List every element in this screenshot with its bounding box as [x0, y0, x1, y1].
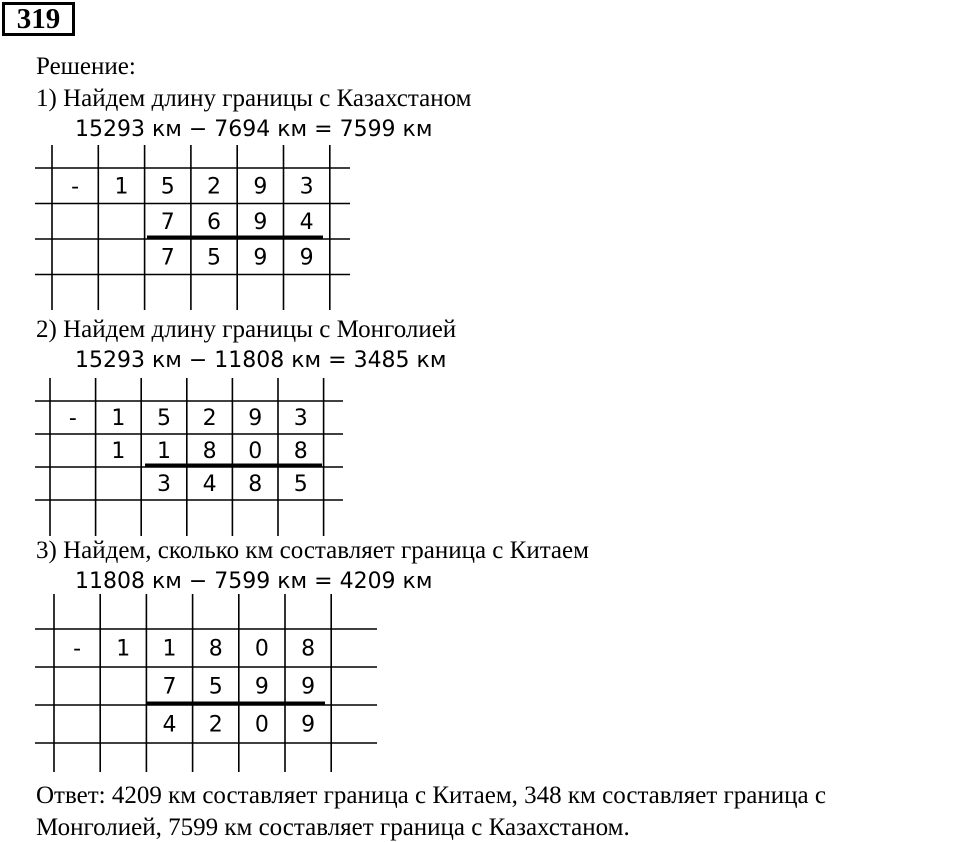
digit-cell: 1 — [114, 174, 129, 200]
digit-cell: 8 — [248, 472, 263, 497]
digit-cell: 5 — [293, 472, 308, 497]
digit-cell: 8 — [202, 439, 217, 464]
digit-cell: 9 — [253, 209, 268, 235]
digit-cell: 3 — [157, 472, 171, 497]
digit-cell: 2 — [202, 406, 217, 431]
minus-sign: - — [73, 636, 82, 662]
problem-number: 319 — [2, 2, 75, 36]
digit-cell: 1 — [111, 406, 126, 431]
digit-cell: 1 — [116, 636, 131, 662]
minus-sign: - — [68, 406, 77, 431]
digit-cell: 5 — [208, 674, 223, 700]
digit-cell: 5 — [207, 245, 222, 271]
digit-cell: 7 — [162, 674, 177, 700]
digit-cell: 2 — [208, 712, 223, 738]
digit-cell: 5 — [160, 174, 175, 200]
digit-cell: 4 — [162, 712, 177, 738]
digit-cell: 5 — [157, 406, 171, 431]
digit-cell: 7 — [160, 245, 175, 271]
step-3-equation: 11808 км − 7599 км = 4209 км — [75, 569, 433, 594]
digit-cell: 9 — [299, 245, 314, 271]
digit-cell: 6 — [207, 209, 222, 235]
digit-cell: 0 — [254, 712, 269, 738]
digit-cell: 1 — [157, 439, 171, 464]
digit-cell: 2 — [207, 174, 222, 200]
answer-line-1: Ответ: 4209 км составляет граница с Китаем, 348 км составляет граница с — [36, 782, 826, 809]
step-3-title: 3) Найдем, сколько км составляет граница с Китаем — [36, 537, 589, 564]
step-2-column-subtraction — [0, 378, 380, 536]
digit-cell: 8 — [301, 636, 316, 662]
digit-cell: 9 — [253, 245, 268, 271]
step-1-equation: 15293 км − 7694 км = 7599 км — [75, 117, 433, 142]
minus-sign: - — [71, 174, 80, 200]
digit-cell: 9 — [254, 674, 269, 700]
digit-cell: 8 — [208, 636, 223, 662]
digit-cell: 9 — [301, 674, 316, 700]
step-1-column-subtraction — [0, 145, 380, 310]
digit-cell: 8 — [293, 439, 308, 464]
digit-cell: 7 — [160, 209, 175, 235]
digit-cell: 4 — [202, 472, 217, 497]
step-2-title: 2) Найдем длину границы с Монголией — [36, 316, 457, 343]
step-3-column-subtraction — [0, 594, 400, 772]
digit-cell: 9 — [301, 712, 316, 738]
answer-line-2: Монголией, 7599 км составляет граница с Казахстаном. — [36, 814, 630, 841]
step-2-equation: 15293 км − 11808 км = 3485 км — [75, 348, 447, 373]
step-1-title: 1) Найдем длину границы с Казахстаном — [36, 85, 472, 112]
digit-cell: 3 — [293, 406, 308, 431]
digit-cell: 0 — [248, 439, 263, 464]
digit-cell: 0 — [254, 636, 269, 662]
digit-cell: 3 — [299, 174, 314, 200]
digit-cell: 9 — [253, 174, 268, 200]
digit-cell: 9 — [248, 406, 263, 431]
digit-cell: 4 — [299, 209, 314, 235]
digit-cell: 1 — [162, 636, 177, 662]
digit-cell: 1 — [111, 439, 126, 464]
solution-heading: Решение: — [36, 53, 136, 80]
